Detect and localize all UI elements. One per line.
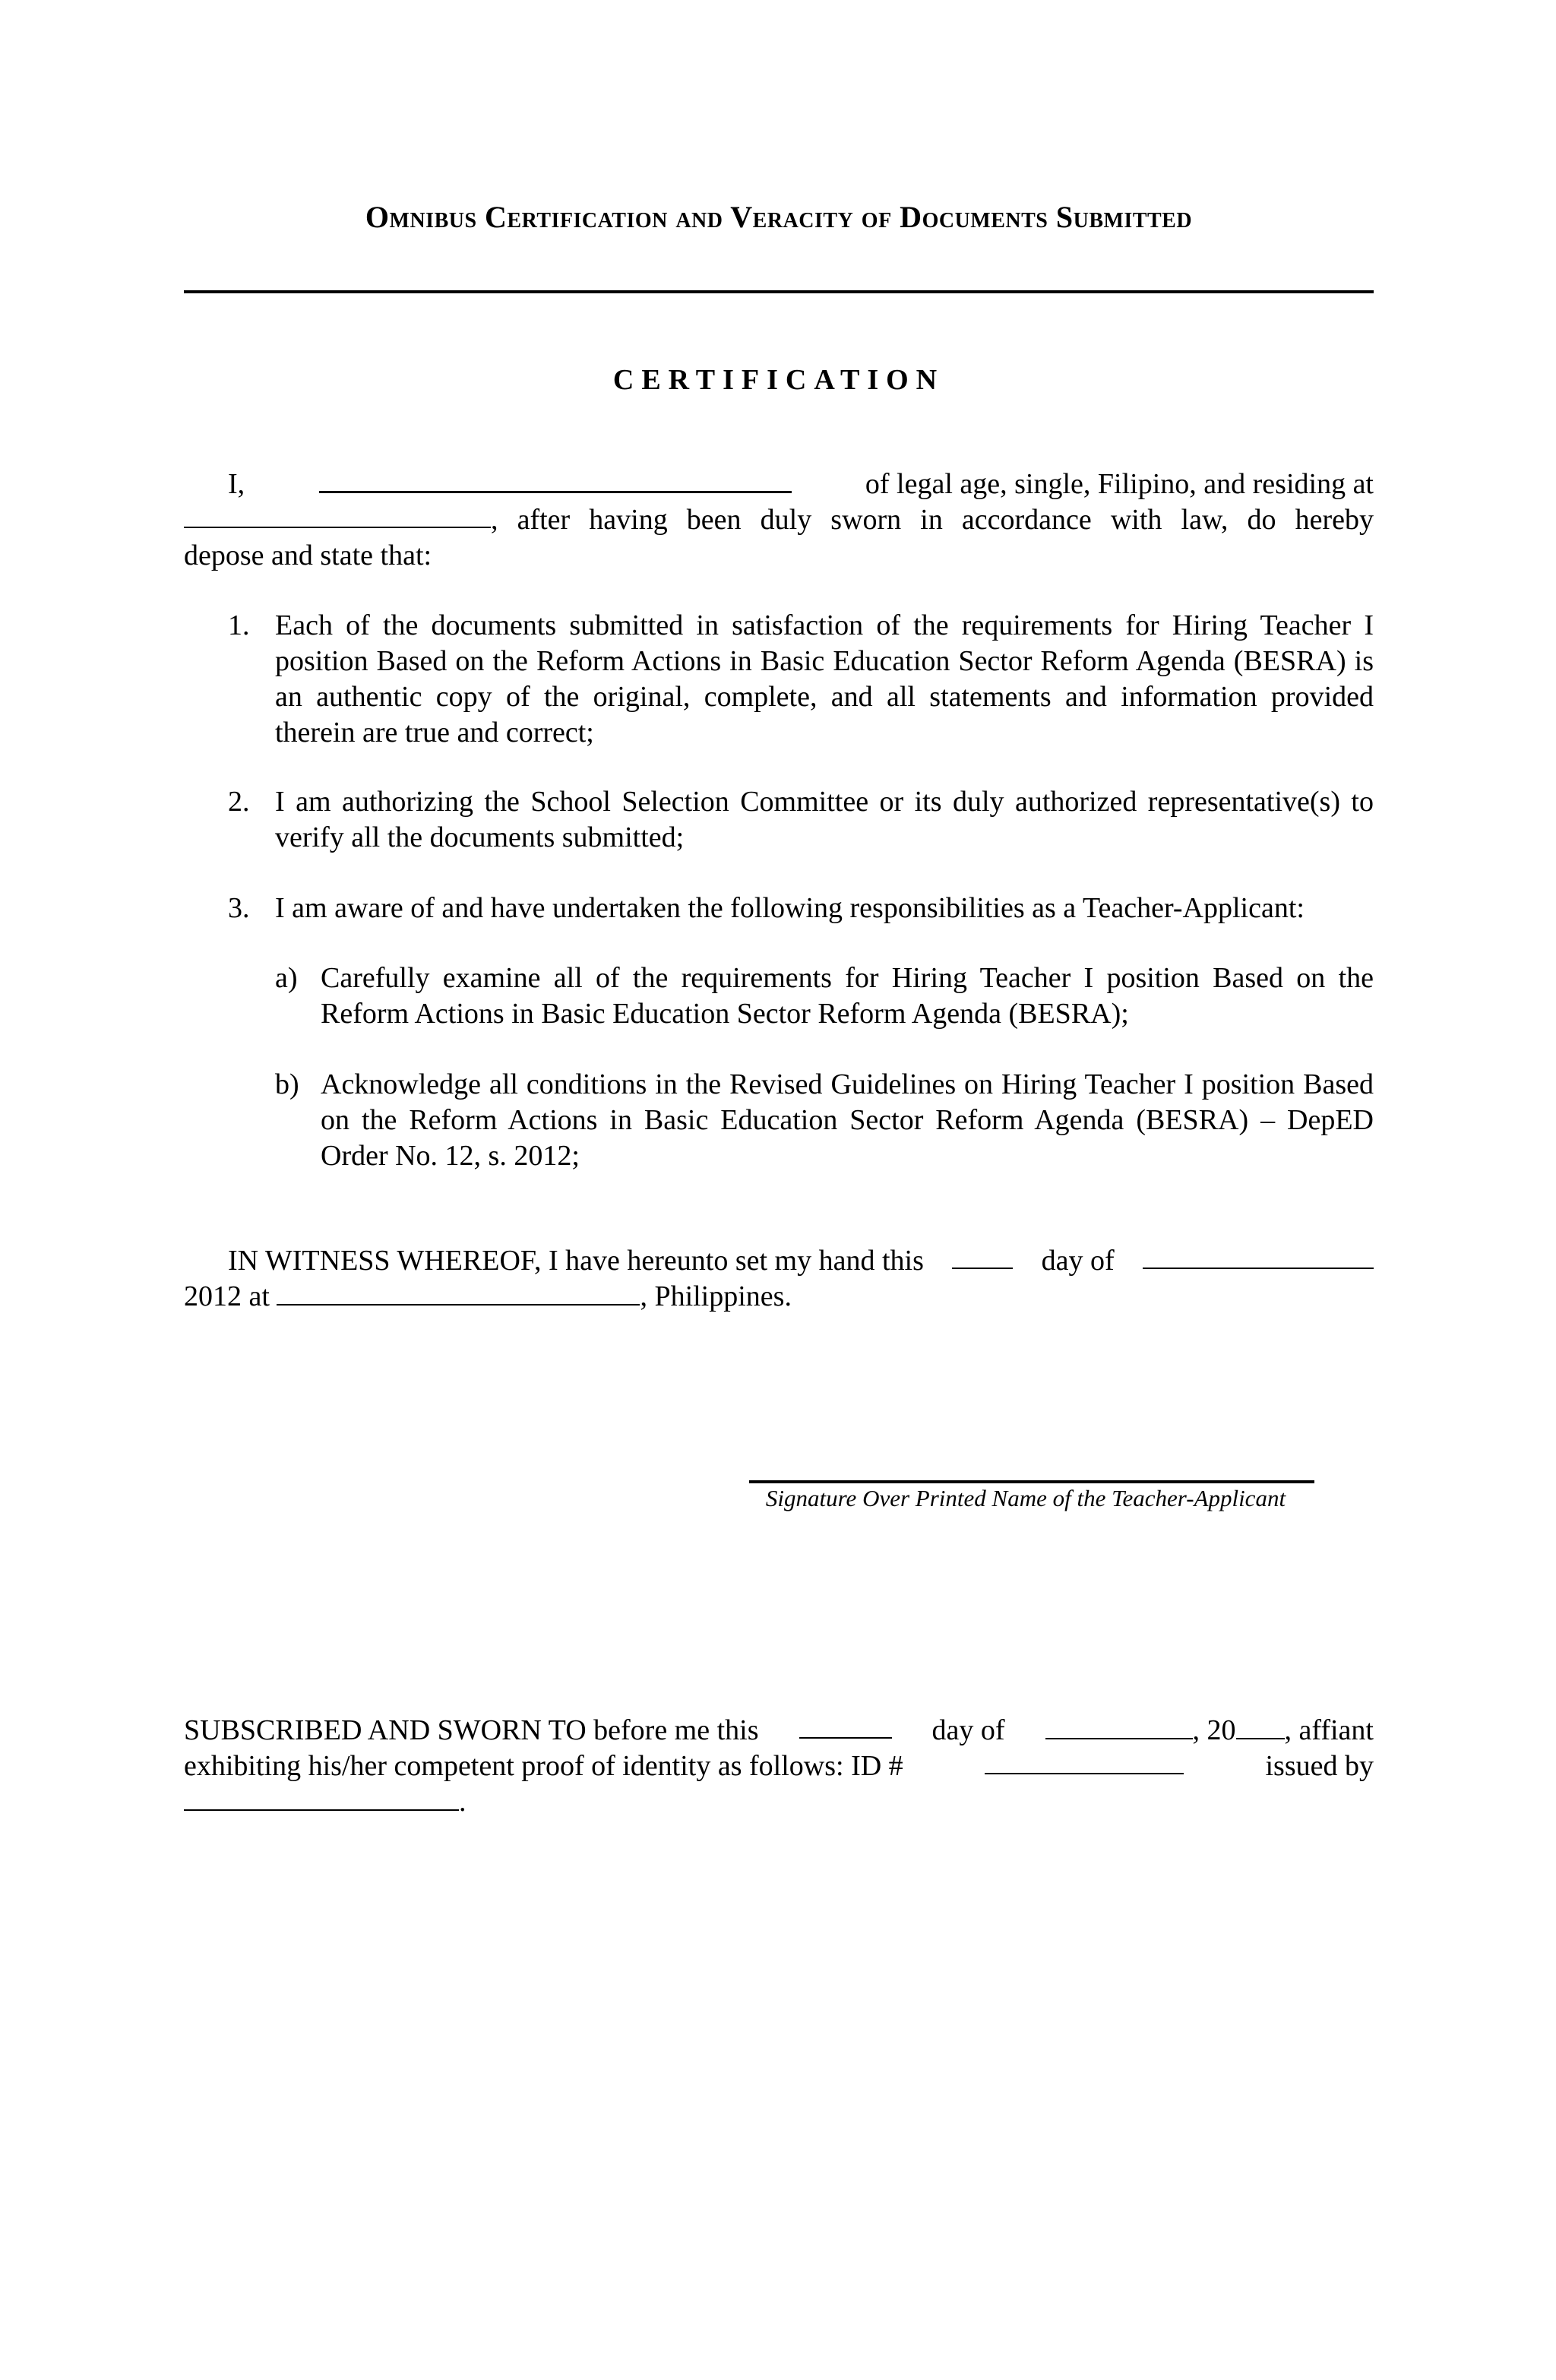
signature-caption: Signature Over Printed Name of the Teacher-Applicant: [765, 1485, 1286, 1511]
list-number: 3.: [228, 892, 250, 924]
list-text: I am aware of and have undertaken the following responsibilities as a Teacher-Applicant:: [275, 892, 1305, 924]
intro-paragraph: [184, 467, 1374, 574]
sworn-text-4: , affiant: [1284, 1714, 1374, 1746]
sworn-end: .: [459, 1786, 466, 1818]
title-divider: [184, 290, 1374, 293]
intro-after-name: of legal age, single, Filipino, and residing at: [865, 468, 1374, 500]
intro-start: I,: [228, 468, 245, 500]
witness-line-2: [184, 1279, 1374, 1315]
id-number-blank[interactable]: [985, 1749, 1184, 1774]
sub-item-letter: a): [275, 962, 298, 994]
sub-item-a: [275, 961, 1374, 1032]
sworn-line-2: [184, 1749, 1374, 1784]
witness-text-1: IN WITNESS WHEREOF, I have hereunto set my hand this: [228, 1245, 924, 1277]
sworn-line-1: [184, 1713, 1374, 1749]
list-item-1: [228, 608, 1374, 751]
issued-by-blank[interactable]: [184, 1785, 459, 1811]
witness-text-3: 2012 at: [184, 1280, 270, 1312]
witness-place-blank[interactable]: [277, 1280, 640, 1306]
sworn-text-2: day of: [931, 1714, 1005, 1746]
sworn-month-blank[interactable]: [1045, 1714, 1193, 1739]
sworn-text-1: SUBSCRIBED AND SWORN TO before me this: [184, 1714, 759, 1746]
sub-item-text: Carefully examine all of the requirements for Hiring Teacher I position Based on the Reform Actions in Basic Education Sector Reform Agenda (BESRA);: [321, 962, 1374, 1030]
witness-text-2: day of: [1041, 1245, 1115, 1277]
section-heading: CERTIFICATION: [612, 364, 945, 396]
sworn-text-3: , 20: [1192, 1714, 1236, 1746]
intro-line-2: [184, 502, 1374, 538]
signature-line[interactable]: [749, 1480, 1314, 1483]
sworn-paragraph: [184, 1713, 1374, 1820]
sworn-day-blank[interactable]: [799, 1713, 892, 1739]
sworn-line-3: [184, 1784, 1374, 1820]
intro-after-address: , after having been duly sworn in accordance with law, do hereby: [491, 504, 1374, 536]
address-blank[interactable]: [184, 502, 491, 528]
intro-line-1: [184, 467, 1374, 502]
intro-end: depose and state that:: [184, 540, 432, 571]
list-item-2: [228, 784, 1374, 856]
list-text: Each of the documents submitted in satisfaction of the requirements for Hiring Teacher I position Based on the Reform Actions in Basic Education Sector Reform Agenda (BESRA) is an authentic copy of the original, complete, and all statements and information provided therein are true and correct;: [275, 609, 1374, 748]
sub-item-b: [275, 1067, 1374, 1174]
list-item-3: [228, 891, 1374, 926]
sworn-text-6: issued by: [1265, 1750, 1374, 1782]
witness-line-1: [184, 1243, 1374, 1279]
witness-day-blank[interactable]: [952, 1243, 1013, 1269]
list-text: I am authorizing the School Selection Committee or its duly authorized representative(s) to verify all the documents submitted;: [275, 786, 1374, 853]
sworn-year-blank[interactable]: [1236, 1714, 1285, 1739]
document-title: Omnibus Certification and Veracity of Documents Submitted: [365, 200, 1193, 234]
witness-month-blank[interactable]: [1143, 1243, 1374, 1269]
list-number: 2.: [228, 786, 250, 818]
sworn-text-5: exhibiting his/her competent proof of identity as follows: ID #: [184, 1750, 903, 1782]
sub-item-text: Acknowledge all conditions in the Revised Guidelines on Hiring Teacher I position Based on the Reform Actions in Basic Education Sector Reform Agenda (BESRA) – DepED Order No. 12, s. 2012;: [321, 1068, 1374, 1172]
witness-paragraph: [184, 1243, 1374, 1315]
sub-item-letter: b): [275, 1068, 299, 1100]
list-number: 1.: [228, 609, 250, 641]
witness-text-4: , Philippines.: [640, 1280, 792, 1312]
name-blank[interactable]: [319, 467, 792, 493]
